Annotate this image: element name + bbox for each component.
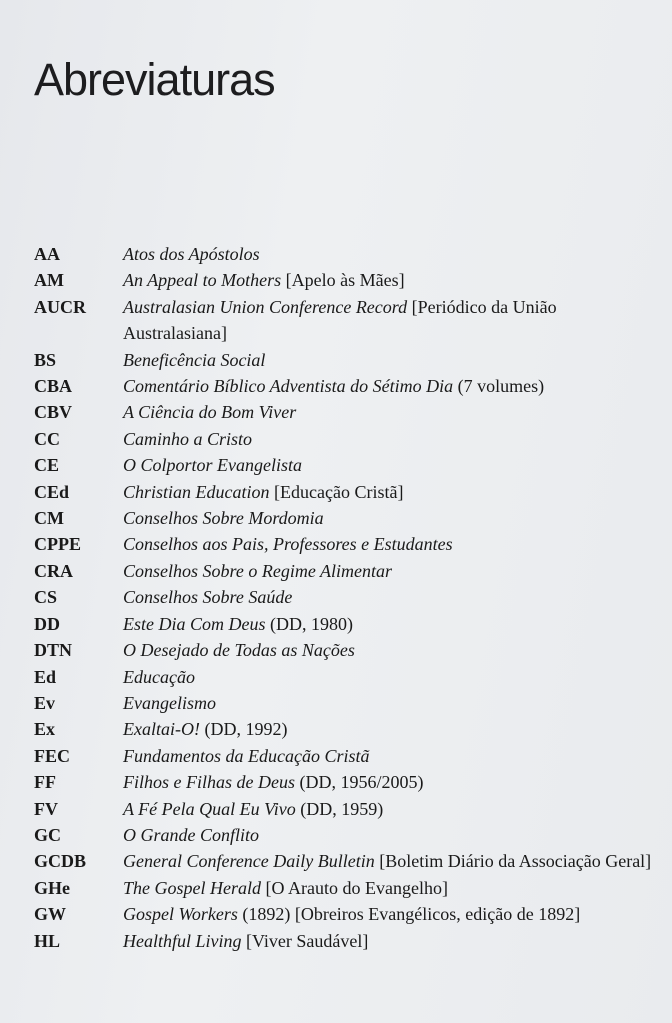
abbreviation-code: FF <box>34 772 56 793</box>
abbreviation-entry <box>34 347 654 373</box>
abbreviation-code: GCDB <box>34 851 87 872</box>
abbreviation-entry <box>34 294 654 347</box>
abbreviation-meaning <box>123 743 654 769</box>
book-title: Healthful Living <box>123 930 242 951</box>
book-title: Exaltai-O! <box>123 719 200 740</box>
book-note: (DD, 1959) <box>295 798 384 819</box>
abbreviation-code: CRA <box>34 560 73 581</box>
abbreviation-meaning <box>123 637 654 663</box>
abbreviation-code: GW <box>34 904 67 925</box>
book-title: Este Dia Com Deus <box>123 613 266 634</box>
abbreviation-entry <box>34 716 654 742</box>
abbreviation-meaning <box>123 267 654 293</box>
abbreviation-entry <box>34 531 654 557</box>
abbreviation-code: HL <box>34 930 61 951</box>
abbreviation-meaning <box>123 664 654 690</box>
book-title: Australasian Union Conference Record <box>123 296 408 317</box>
abbreviation-meaning <box>123 426 654 452</box>
abbreviation-meaning <box>123 875 654 901</box>
book-title: A Ciência do Bom Viver <box>123 402 297 423</box>
book-title: Conselhos Sobre Mordomia <box>123 508 324 529</box>
abbreviation-code: CBA <box>34 376 73 397</box>
book-title: Gospel Workers <box>123 904 238 925</box>
abbreviation-meaning <box>123 531 654 557</box>
abbreviation-meaning <box>123 241 654 267</box>
book-note: [Viver Saudável] <box>241 930 369 951</box>
abbreviation-code: CEd <box>34 481 70 502</box>
abbreviation-meaning <box>123 901 654 927</box>
abbreviation-entry <box>34 848 654 874</box>
abbreviation-meaning <box>123 822 654 848</box>
abbreviation-code: AM <box>34 270 64 291</box>
book-note: [Boletim Diário da Associação Geral] <box>374 851 652 872</box>
book-title: Educação <box>123 666 195 687</box>
page-title: Abreviaturas <box>34 54 275 105</box>
book-title: Evangelismo <box>123 692 216 713</box>
abbreviation-code: GHe <box>34 877 70 898</box>
abbreviation-entry <box>34 267 654 293</box>
abbreviation-code: CC <box>34 428 60 449</box>
book-title: General Conference Daily Bulletin <box>123 851 375 872</box>
book-note: [Educação Cristã] <box>269 481 404 502</box>
abbreviation-meaning <box>123 611 654 637</box>
abbreviation-entry <box>34 241 654 267</box>
abbreviation-meaning <box>123 690 654 716</box>
abbreviation-meaning <box>123 769 654 795</box>
abbreviation-entry <box>34 690 654 716</box>
abbreviation-code: DTN <box>34 640 73 661</box>
book-title: A Fé Pela Qual Eu Vivo <box>123 798 296 819</box>
abbreviation-entry <box>34 505 654 531</box>
abbreviation-meaning <box>123 399 654 425</box>
book-title: Christian Education <box>123 481 270 502</box>
abbreviation-meaning <box>123 347 654 373</box>
abbreviation-entry <box>34 373 654 399</box>
abbreviation-entry <box>34 558 654 584</box>
book-note: (DD, 1956/2005) <box>294 772 424 793</box>
abbreviation-meaning <box>123 558 654 584</box>
abbreviation-meaning <box>123 584 654 610</box>
abbreviation-entry <box>34 928 654 954</box>
abbreviation-code: FV <box>34 798 58 819</box>
book-title: O Colportor Evangelista <box>123 455 302 476</box>
book-note: [Apelo às Mães] <box>281 270 405 291</box>
book-title: Fundamentos da Educação Cristã <box>123 745 370 766</box>
abbreviation-entry <box>34 452 654 478</box>
book-title: The Gospel Herald <box>123 877 261 898</box>
abbreviation-entry <box>34 479 654 505</box>
abbreviation-code: AUCR <box>34 296 86 317</box>
book-note: (1892) [Obreiros Evangélicos, edição de 1892] <box>237 904 581 925</box>
abbreviation-entry <box>34 399 654 425</box>
book-title: Conselhos Sobre o Regime Alimentar <box>123 560 392 581</box>
abbreviation-entry <box>34 769 654 795</box>
abbreviation-code: Ex <box>34 719 56 740</box>
abbreviation-code: AA <box>34 244 60 264</box>
abbreviation-code: CE <box>34 455 60 476</box>
book-note: (7 volumes) <box>453 376 545 397</box>
abbreviation-entry <box>34 664 654 690</box>
book-title: O Grande Conflito <box>123 824 260 845</box>
abbreviation-meaning <box>123 479 654 505</box>
abbreviation-entry <box>34 901 654 927</box>
abbreviation-code: CM <box>34 508 64 529</box>
abbreviation-code: CPPE <box>34 534 81 555</box>
abbreviation-code: CBV <box>34 402 73 423</box>
book-title: Atos dos Apóstolos <box>123 244 260 264</box>
abbreviation-meaning <box>123 373 654 399</box>
abbreviation-meaning <box>123 928 654 954</box>
abbreviation-meaning <box>123 294 654 347</box>
abbreviation-meaning <box>123 716 654 742</box>
book-note: (DD, 1980) <box>265 613 353 634</box>
book-title: Conselhos Sobre Saúde <box>123 587 293 608</box>
abbreviation-entry <box>34 743 654 769</box>
abbreviation-code: CS <box>34 587 58 608</box>
abbreviation-entry <box>34 611 654 637</box>
abbreviation-code: BS <box>34 349 57 370</box>
abbreviation-entry <box>34 822 654 848</box>
abbreviation-code: FEC <box>34 745 70 766</box>
book-title: Comentário Bíblico Adventista do Sétimo Dia <box>123 376 454 397</box>
book-note: (DD, 1992) <box>199 719 288 740</box>
book-title: Beneficência Social <box>123 349 266 370</box>
abbreviation-meaning <box>123 505 654 531</box>
abbreviation-entry <box>34 637 654 663</box>
book-title: Filhos e Filhas de Deus <box>123 772 295 793</box>
abbreviation-entry <box>34 426 654 452</box>
abbreviation-entry <box>34 584 654 610</box>
abbreviation-list <box>34 241 654 954</box>
abbreviation-meaning <box>123 452 654 478</box>
abbreviation-code: Ev <box>34 692 56 713</box>
abbreviation-code: GC <box>34 824 61 845</box>
abbreviation-entry <box>34 875 654 901</box>
abbreviation-meaning <box>123 848 654 874</box>
book-title: Caminho a Cristo <box>123 428 253 449</box>
abbreviation-code: DD <box>34 613 60 634</box>
abbreviation-code: Ed <box>34 666 57 687</box>
book-title: Conselhos aos Pais, Professores e Estudantes <box>123 534 453 555</box>
book-note: [Periódico da União Australasiana] <box>123 296 557 344</box>
book-note: [O Arauto do Evangelho] <box>261 877 448 898</box>
abbreviation-entry <box>34 796 654 822</box>
abbreviation-meaning <box>123 796 654 822</box>
book-title: An Appeal to Mothers <box>123 270 282 291</box>
book-title: O Desejado de Todas as Nações <box>123 640 355 661</box>
